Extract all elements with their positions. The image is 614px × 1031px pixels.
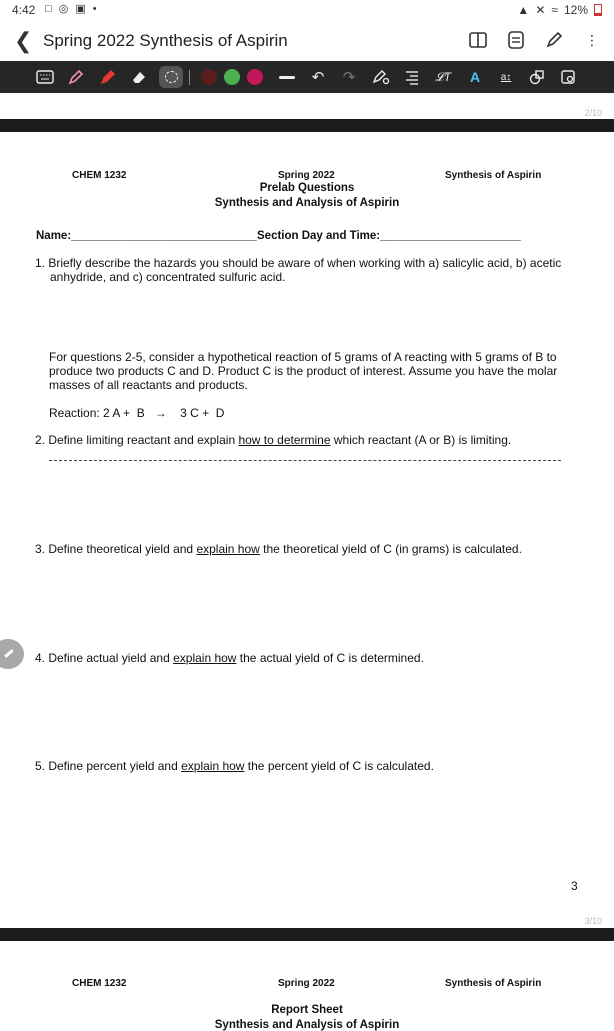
question-4 [35,651,424,665]
book-view-icon[interactable] [468,30,488,50]
name-field-label: Name:_____________________________ [36,230,257,242]
q2-text: 2. Define limiting reactant and explain [35,433,239,447]
shape-pen-icon[interactable] [370,66,392,88]
q5-text: 5. Define percent yield and [35,759,182,773]
reaction-equation: Reaction: 2 A + B → 3 C + D [49,406,225,420]
term-label: Spring 2022 [278,170,335,181]
page-divider [0,928,614,941]
question-1: 1. Briefly describe the hazards you should be aware of when working with a) salicylic acid, b) acetic anhydride, and c) concentrated sulfuric acid. [35,256,562,284]
eraser-icon[interactable] [128,66,150,88]
status-right [517,3,602,17]
question-2 [35,433,511,447]
q4-underlined: explain how [173,651,237,665]
text-mode-icon[interactable] [506,30,526,50]
battery-icon [594,4,602,16]
text-style-icon[interactable]: 𝓛T [434,69,452,84]
color-magenta[interactable] [247,69,263,85]
redo-icon[interactable]: ↷ [342,69,356,86]
questions-intro: For questions 2-5, consider a hypothetical reaction of 5 grams of A reacting with 5 grams of B to produce two products C and D. Product C is the product of interest. Assume you have the molar masses of all reactants and products. [49,350,558,392]
toolbar-separator [189,70,190,85]
printed-page-number: 3 [571,879,578,893]
stroke-width-icon[interactable] [279,76,295,79]
notification-icons: □ ◎ ▣ • [45,3,99,15]
pen-mode-icon[interactable] [544,30,564,50]
pen-icon[interactable] [65,66,87,88]
q5-text-end: the percent yield of C is calculated. [244,759,434,773]
undo-icon[interactable]: ↶ [311,69,325,86]
course-code: CHEM 1232 [72,170,127,181]
page-indicator-3: 3/10 [584,916,602,926]
q4-text: 4. Define actual yield and [35,651,174,665]
q3-underlined: explain how [196,542,260,556]
appbar-actions [468,30,602,50]
q4-text-end: the actual yield of C is determined. [236,651,424,665]
q3-text: 3. Define theoretical yield and [35,542,197,556]
q2-text-end: which reactant (A or B) is limiting. [330,433,512,447]
alarm-icon: ▲ [517,3,530,17]
page-heading: Prelab Questions [259,182,355,194]
question-3 [35,542,522,556]
text-spacing-icon[interactable]: a↕ [500,71,512,83]
back-arrow-icon[interactable]: ❮ [14,28,33,53]
question-5 [35,759,434,773]
text-color-icon[interactable]: A [469,69,481,85]
lasso-select-icon[interactable] [159,66,183,88]
status-bar [0,0,614,22]
page-3[interactable] [0,132,614,928]
image-insert-icon[interactable] [557,66,579,88]
course-code: CHEM 1232 [72,978,127,989]
topic-label: Synthesis of Aspirin [445,170,542,181]
page-heading: Report Sheet [271,1004,343,1016]
page-4[interactable] [0,941,614,1031]
q3-text-end: the theoretical yield of C (in grams) is calculated. [259,542,522,556]
dashed-divider [49,460,561,461]
text-format-icon[interactable] [401,66,423,88]
q5-underlined: explain how [181,759,245,773]
term-label: Spring 2022 [278,978,335,989]
topic-label: Synthesis of Aspirin [445,978,542,989]
section-field-label: Section Day and Time:______________________ [257,230,521,242]
battery-percent: 12% [563,3,588,17]
wifi-icon: ≈ [551,3,558,17]
page-indicator-2: 2/10 [584,108,602,118]
keyboard-icon[interactable] [34,66,56,88]
note-title[interactable]: Spring 2022 Synthesis of Aspirin [43,31,288,50]
highlighter-icon[interactable] [97,66,119,88]
page-divider [0,119,614,132]
more-options-icon[interactable]: ⋮ [585,31,599,48]
q2-underlined: how to determine [238,433,331,447]
shapes-icon[interactable] [526,66,548,88]
drawing-toolbar [0,61,614,93]
page-2-tail [0,93,614,119]
app-bar [0,22,614,60]
mute-icon: ✕ [535,3,546,17]
color-dark-red[interactable] [201,69,217,85]
page-subheading: Synthesis and Analysis of Aspirin [214,1019,400,1031]
page-subheading: Synthesis and Analysis of Aspirin [214,197,400,209]
color-green[interactable] [224,69,240,85]
status-time: 4:42 [12,3,36,17]
